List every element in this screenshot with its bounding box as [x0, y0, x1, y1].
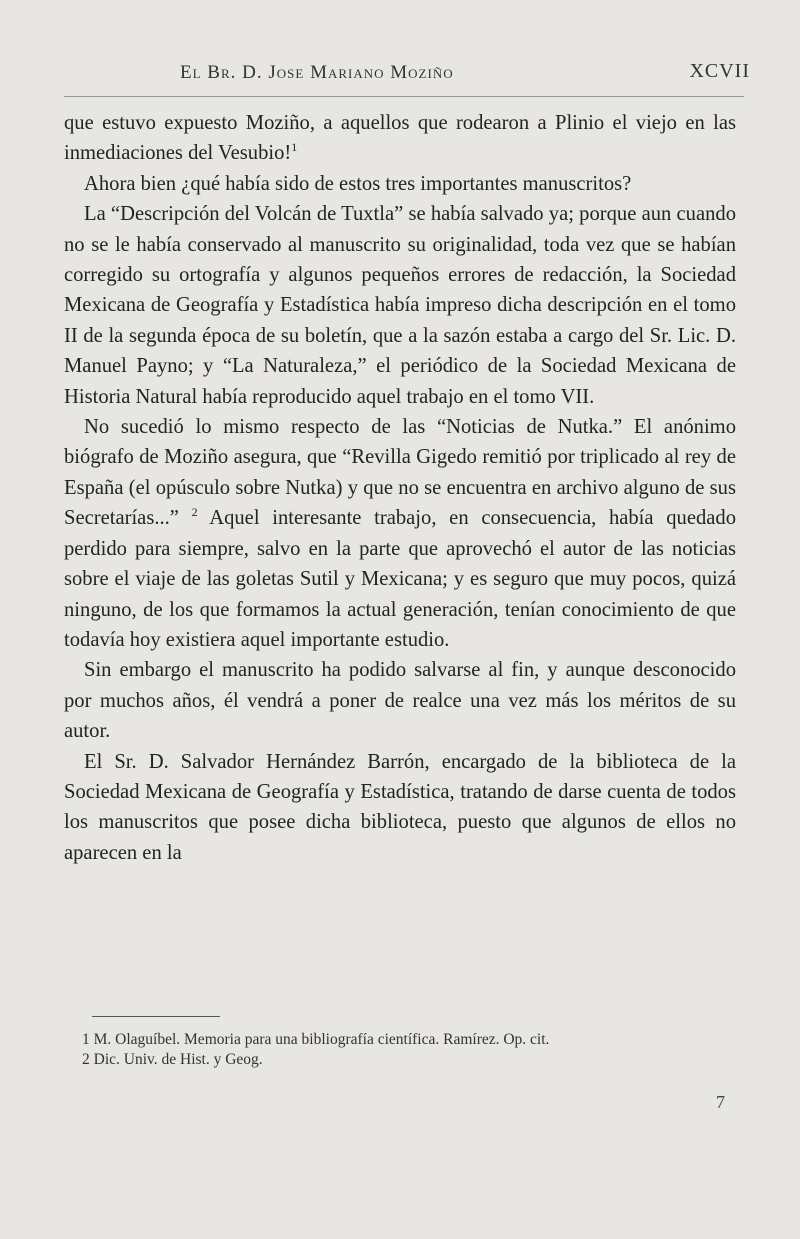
footnote-1: 1 M. Olaguíbel. Memoria para una bibliografía científica. Ramírez. Op. cit.	[82, 1031, 550, 1048]
footnotes	[82, 1030, 742, 1070]
paragraph-3: La “Descripción del Volcán de Tuxtla” se había salvado ya; porque aun cuando no se le había conservado al manuscrito su originalidad, toda vez que se habían corregido su ortografía y algunos pequeños errores de redacción, la Sociedad Mexicana de Geografía y Estadística había impreso dicha descripción en el tomo II de la segunda época de su boletín, que a la sazón estaba a cargo del Sr. Lic. D. Manuel Payno; y “La Naturaleza,” el periódico de la Sociedad Mexicana de Historia Natural había reproducido aquel trabajo en el tomo VII.	[64, 203, 736, 408]
footnote-rule	[92, 1016, 220, 1017]
running-head: El Br. D. Jose Mariano Moziño	[180, 62, 454, 83]
paragraph-1-text: que estuvo expuesto Moziño, a aquellos que rodearon a Plinio el viejo en las inmediaciones del Vesubio!	[64, 112, 736, 165]
paragraph-5: Sin embargo el manuscrito ha podido salvarse al fin, y aunque desconocido por muchos años, él vendrá a poner de realce una vez más los méritos de su autor.	[64, 659, 736, 743]
page-number: XCVII	[689, 60, 750, 82]
footnote-2: 2 Dic. Univ. de Hist. y Geog.	[82, 1051, 263, 1068]
paragraph-4	[64, 412, 736, 655]
main-text	[64, 108, 736, 868]
footnote-ref-1: 1	[291, 140, 298, 155]
paragraph-1	[64, 108, 736, 169]
signature-mark: 7	[716, 1092, 725, 1112]
page-header	[60, 52, 750, 92]
footnote-ref-2: 2	[191, 505, 198, 520]
paragraph-2: Ahora bien ¿qué había sido de estos tres importantes manuscritos?	[84, 172, 632, 195]
header-rule	[64, 96, 744, 97]
paragraph-4-text: No sucedió lo mismo respecto de las “Noticias de Nutka.” El anónimo biógrafo de Moziño asegura, que “Revilla Gigedo remitió por triplicado al rey de España (el opúsculo sobre Nutka) y que no se encuentra en archivo alguno de sus Secretarías...”	[64, 416, 736, 530]
paragraph-6: El Sr. D. Salvador Hernández Barrón, encargado de la biblioteca de la Sociedad Mexicana de Geografía y Estadística, tratando de darse cuenta de todos los manuscritos que posee dicha biblioteca, puesto que algunos de ellos no aparecen en la	[64, 750, 736, 864]
paragraph-4-continuation: Aquel interesante trabajo, en consecuencia, había quedado perdido para siempre, salvo en la parte que aprovechó el autor de las noticias sobre el viaje de las goletas Sutil y Mexicana; y es seguro que muy pocos, quizá ninguno, de los que formamos la actual generación, tenían conocimiento de que todavía hoy existiera aquel importante estudio.	[64, 507, 737, 651]
